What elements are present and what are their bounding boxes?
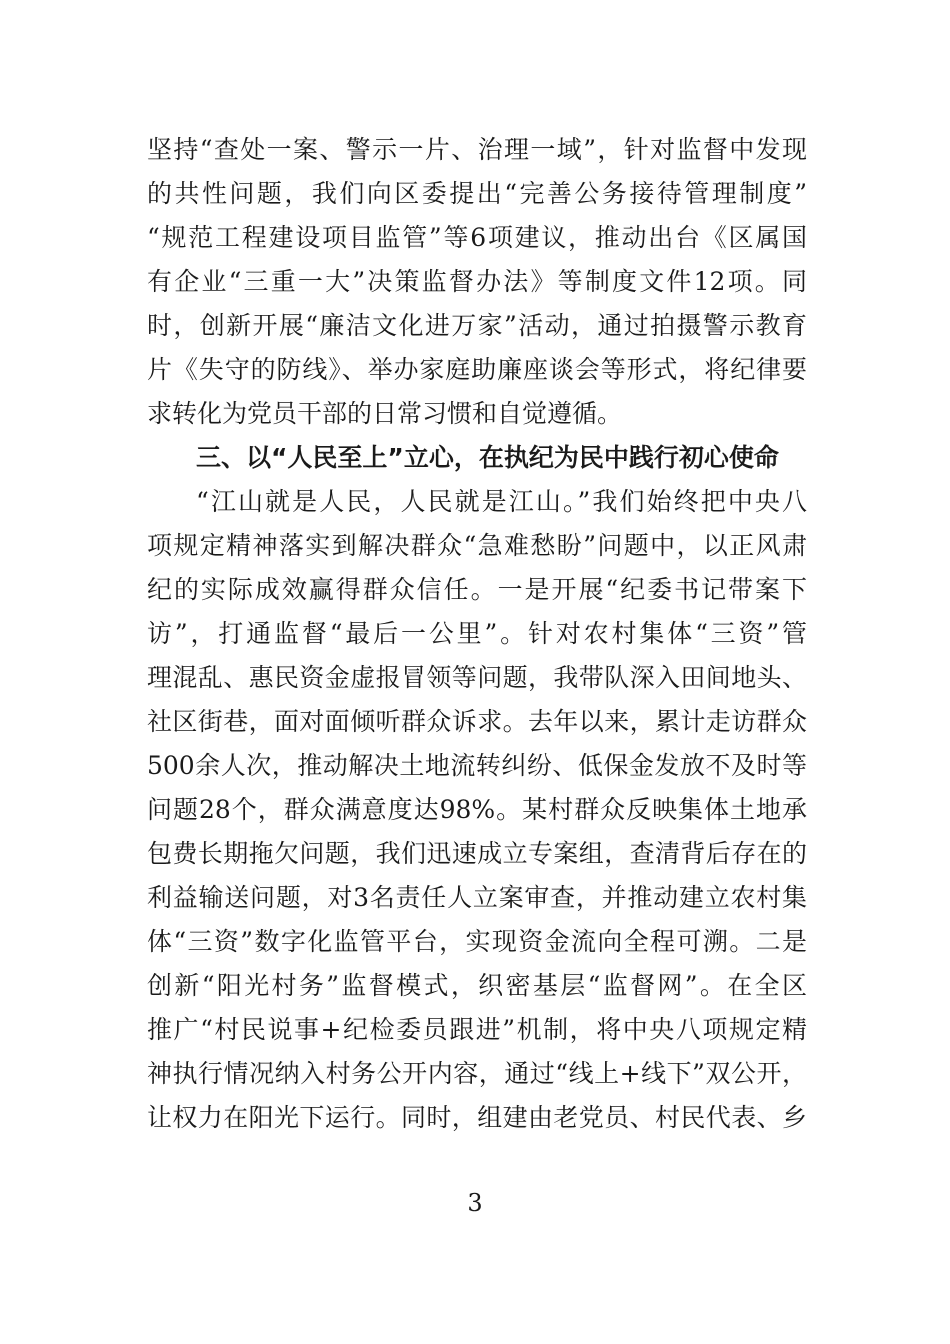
paragraph2-line: 社区街巷，面对面倾听群众诉求。去年以来，累计走访群众 [147,707,807,736]
paragraph2-line: “江山就是人民，人民就是江山。”我们始终把中央八 [196,487,807,516]
paragraph1-line: 坚持“查处一案、警示一片、治理一域”，针对监督中发现 [147,135,807,164]
paragraph1-line: 时，创新开展“廉洁文化进万家”活动，通过拍摄警示教育 [147,311,807,340]
paragraph1-line: 片《失守的防线》、举办家庭助廉座谈会等形式，将纪律要 [147,355,807,384]
paragraph2-line: 神执行情况纳入村务公开内容，通过“线上+线下”双公开， [147,1059,807,1088]
paragraph2-line: 纪的实际成效赢得群众信任。一是开展“纪委书记带案下 [147,575,807,604]
paragraph1-line: “规范工程建设项目监管”等6项建议，推动出台《区属国 [147,223,807,252]
paragraph2-line: 项规定精神落实到解决群众“急难愁盼”问题中，以正风肃 [147,531,807,560]
section-heading: 三、以“人民至上”立心，在执纪为民中践行初心使命 [196,443,779,472]
paragraph2-line: 体“三资”数字化监管平台，实现资金流向全程可溯。二是 [147,927,807,956]
paragraph2-line: 利益输送问题，对3名责任人立案审查，并推动建立农村集 [147,883,807,912]
paragraph1-line: 的共性问题，我们向区委提出“完善公务接待管理制度” [147,179,807,208]
paragraph2-line: 500余人次，推动解决土地流转纠纷、低保金发放不及时等 [147,751,807,780]
paragraph1-line: 有企业“三重一大”决策监督办法》等制度文件12项。同 [147,267,807,296]
paragraph2-line: 让权力在阳光下运行。同时，组建由老党员、村民代表、乡 [147,1103,807,1132]
page-number: 3 [467,1189,483,1217]
paragraph2-line: 理混乱、惠民资金虚报冒领等问题，我带队深入田间地头、 [147,663,807,692]
paragraph2-line: 包费长期拖欠问题，我们迅速成立专案组，查清背后存在的 [147,839,807,868]
paragraph2-line: 访”，打通监督“最后一公里”。针对农村集体“三资”管 [147,619,807,648]
paragraph2-line: 创新“阳光村务”监督模式，织密基层“监督网”。在全区 [147,971,807,1000]
paragraph2-line: 推广“村民说事+纪检委员跟进”机制，将中央八项规定精 [147,1015,807,1044]
paragraph2-line: 问题28个，群众满意度达98%。某村群众反映集体土地承 [147,795,807,824]
paragraph1-line: 求转化为党员干部的日常习惯和自觉遵循。 [147,399,623,428]
